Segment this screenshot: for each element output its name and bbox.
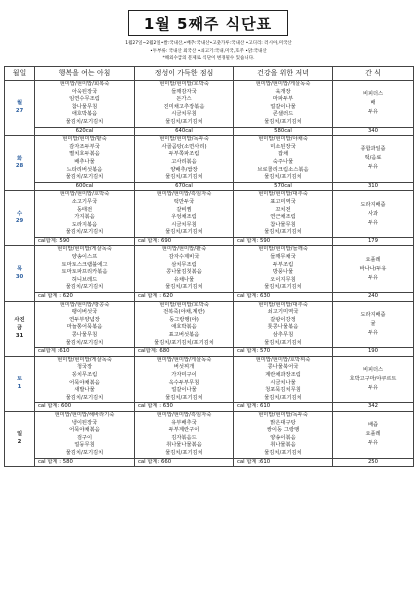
dish-item: 동그랑땡(야) [169, 316, 199, 323]
dish-item: 물김치/포기김치 [65, 229, 104, 236]
dish-item: 동태전 [76, 206, 93, 213]
dish-item: 표고버섯볶음 [168, 332, 200, 338]
dish-item: 얼갈이나물 [270, 103, 296, 110]
day-label-line: 금 [16, 324, 23, 331]
dish-item: 들깨감자국 [171, 88, 197, 95]
dish-item: 감자조두부국 [69, 143, 100, 150]
snack-calorie: 310 [333, 182, 414, 191]
day-row [5, 301, 414, 348]
dish-item: 도라지볶음 [71, 221, 98, 228]
dish-item: 육개장 [275, 88, 291, 95]
dish-item: 양송이볶음 [270, 434, 296, 441]
calorie-total: 570cal [234, 182, 333, 191]
snack-item: 두유 [367, 440, 379, 447]
dish-item: 돈가스 [176, 96, 192, 103]
dish-item: 시금치무침 [171, 111, 197, 118]
calorie-total: cal합계: 680 [135, 348, 234, 357]
snack-item: 도라지배즙 [360, 311, 386, 318]
snack-menu [333, 136, 414, 183]
dish-item: 시금치무침 [171, 221, 197, 228]
dish-item: 쌍이동 그랑땡 [266, 427, 300, 434]
day-label-line: 화 [16, 155, 23, 162]
calorie-row [5, 458, 414, 467]
day-label-line: 수 [16, 210, 23, 217]
calorie-row [5, 182, 414, 191]
day-label [5, 356, 35, 411]
dish-item: 청포묵김치무침 [265, 387, 301, 394]
dish-item: 떡만두국 [173, 198, 195, 205]
calorie-total: cal 합계: 570 [234, 348, 333, 357]
dish-item: 어묵야채볶음 [69, 427, 100, 434]
dish-item: 물김치/포기김치 [264, 284, 302, 291]
calorie-row [5, 403, 414, 412]
dish-item: 갈비찜 [176, 206, 192, 213]
calorie-total: cal 합계 : 620 [135, 293, 234, 302]
snack-item: 두유 [367, 109, 379, 116]
snack-item: 떡/음료 [364, 155, 382, 162]
dish-item: 현미밥/현미밥/호박죽 [159, 301, 209, 308]
snack-item: 종합과일즙 [360, 146, 386, 153]
dish-item: 방풍나물 [272, 269, 294, 276]
dinner-menu [234, 356, 333, 403]
header-snack: 간 식 [333, 67, 414, 81]
dish-item: 연근채조림 [270, 214, 296, 221]
day-row [5, 191, 414, 238]
dish-item: 삼추무침 [272, 332, 294, 338]
dish-item: 물김치/포기김치 [65, 174, 104, 181]
calorie-total: cal 합계: 660 [135, 458, 234, 467]
dish-item: 숙주나물 [272, 158, 294, 165]
snack-menu [333, 356, 414, 403]
dish-item: 현미밥/현미밥/게살녹죽 [255, 81, 311, 87]
dish-item: 물김치/포기김치 [65, 284, 104, 291]
dish-item: 물김치/포기김치 [65, 449, 104, 456]
dinner-menu [234, 136, 333, 183]
breakfast-menu [35, 81, 135, 128]
day-label-line: 29 [15, 218, 24, 225]
snack-item: 요플레 [365, 431, 381, 438]
calorie-row [5, 293, 414, 302]
day-label-line: 토 [16, 376, 23, 383]
dish-item: 취나물나물볶음 [166, 442, 202, 449]
calorie-row [5, 237, 414, 246]
dish-item: 두부조림 [272, 261, 294, 268]
day-label [5, 301, 35, 356]
header-dinner: 건강을 위한 저녁 [234, 67, 333, 81]
dish-item: 어묵야채볶음 [69, 379, 100, 386]
dish-item: 냉이된장국 [71, 419, 98, 426]
dish-item: 콘샐러드 [272, 111, 294, 118]
day-label [5, 136, 35, 191]
dish-item: 사골곰탕(소면사리) [161, 143, 207, 150]
snack-item: 배 [370, 100, 376, 107]
calorie-total: cal합계: 590 [35, 237, 135, 246]
dish-item: 토마토파프리카볶음 [61, 269, 108, 276]
dish-item: 가지볶음 [74, 214, 95, 221]
dish-item: 아욱된장국 [71, 88, 98, 95]
dish-item: 물김치/포기김치 [165, 118, 203, 125]
dish-item: 연두부양념장 [69, 316, 100, 323]
lunch-menu [135, 81, 234, 128]
page-title: 1월 5째주 식단표 [128, 10, 288, 36]
dish-item: 브로콜리크림소스볶음 [257, 166, 309, 173]
dish-item: 검구이 [76, 434, 93, 441]
dish-item: 현미밥/현미밥/팥죽 [161, 246, 207, 253]
dish-item: 꼬치전 [275, 206, 291, 213]
day-row [5, 411, 414, 458]
calorie-total: cal합계 :610 [35, 348, 135, 357]
dish-item: 참나물무침 [71, 103, 98, 110]
dish-item: 콩나물무침 [71, 332, 98, 338]
dish-item: 김자볶음드 [171, 434, 197, 441]
origin-notice [4, 40, 413, 63]
dish-item: 현미밥/현미밥/대추죽 [258, 191, 308, 198]
dish-item: 물김치/포기김치 [264, 449, 302, 456]
dish-item: 옥수두부무침 [168, 379, 200, 386]
dish-item: 삼치무조림 [171, 261, 197, 268]
dish-item: 표고미역국 [270, 198, 296, 205]
dinner-menu [234, 81, 333, 128]
dish-item: 두부쪽파조림 [168, 151, 200, 158]
dish-item: 물김치/포기김치 [165, 174, 203, 181]
day-row [5, 356, 414, 403]
day-label-line: 2 [17, 439, 22, 446]
dish-item: 멸치호두볶음 [69, 151, 100, 158]
dish-item: 현미밥/현미밥/호박찌죽 [255, 356, 311, 363]
snack-item: 비피더스 [362, 91, 384, 98]
snack-calorie: 340 [333, 127, 414, 136]
calorie-row [5, 348, 414, 357]
dish-item: 유채나물 [173, 276, 195, 283]
dish-item: 톳콩나물볶음 [267, 324, 299, 331]
dish-item: 얼둥무침 [74, 442, 95, 449]
breakfast-menu [35, 356, 135, 403]
dish-item: 잡채 [277, 151, 289, 158]
lunch-menu [135, 301, 234, 348]
breakfast-menu [35, 191, 135, 238]
day-label [5, 246, 35, 301]
dish-item: 현미밥/현미밥/팥죽 [62, 136, 107, 143]
dish-item: 현미밥/현미밥/호박죽 [59, 191, 110, 198]
day-label [5, 411, 35, 466]
dish-item: 물김치/포기김치 [264, 339, 302, 346]
snack-item: 호박고구마/야쿠르트 [349, 376, 397, 383]
snack-menu [333, 301, 414, 348]
dish-item: 현미밥/현미밥/야채죽 [258, 136, 308, 143]
dinner-menu [234, 301, 333, 348]
breakfast-menu [35, 136, 135, 183]
dish-item: 토마토스크램블에그 [61, 261, 108, 268]
dish-item: 물김치/포기김치 [65, 394, 104, 401]
day-label-line: 목 [16, 265, 23, 272]
lunch-menu [135, 411, 234, 458]
snack-menu [333, 81, 414, 128]
breakfast-menu [35, 411, 135, 458]
menu-table [4, 66, 414, 467]
dish-item: 물김치/포기김치 [165, 449, 203, 456]
dish-item: 느타리버섯볶음 [66, 166, 103, 173]
dish-item: 양송이스프 [71, 254, 98, 261]
calorie-total: cal 합계: 600 [35, 403, 135, 412]
lunch-menu [135, 246, 234, 293]
calorie-total: cal 합계: 690 [135, 237, 234, 246]
dish-item: 현미밥/현미밥/회복죽 [59, 81, 110, 87]
dish-item: 물김치/포기김치 [165, 284, 203, 291]
dish-item: 현미밥/현미밥/게살녹죽 [156, 356, 212, 363]
dish-item: 현미밥/현미밥/대추죽 [258, 301, 308, 308]
origin-line: *해외수급의 문제로 식단이 변경될수 있습니다. [162, 56, 255, 62]
dish-item: 계란채과장조림 [265, 371, 301, 378]
calorie-total: cal 합계: 610 [234, 403, 333, 412]
snack-menu [333, 191, 414, 238]
dish-item: 애호박볶음 [71, 111, 98, 118]
day-label-line: 27 [15, 108, 24, 115]
dish-item: 마파두부 [272, 96, 294, 103]
snack-calorie: 342 [333, 403, 414, 412]
dish-item: 물김치/포기김치 [264, 394, 302, 401]
dish-item: 콩나물북어국 [267, 364, 299, 371]
snack-item: 사과 [367, 210, 379, 217]
dish-item: 현미밥/현미밥/땅콩죽 [59, 301, 110, 308]
dish-item: 허니브레드 [71, 276, 98, 283]
dish-item: 현미밥/현미밥/호박죽 [159, 81, 209, 87]
day-label [5, 81, 35, 136]
dish-item: 현미밥/현미밥/해바라기죽 [54, 411, 115, 418]
header-date: 월일 [5, 67, 35, 81]
dish-item: 시금치나물 [270, 379, 296, 386]
dish-item: 유부배추국 [171, 419, 197, 426]
dish-item: 버섯찌개 [173, 364, 195, 371]
dish-item: 애호박볶음 [171, 324, 197, 331]
dish-item: 물김치/포기김치 [264, 118, 302, 125]
dish-item: 현미밥/현미밥/녹두죽 [159, 136, 209, 143]
day-label-line: 30 [15, 273, 24, 280]
snack-item: 두유 [367, 164, 379, 171]
calorie-total: cal 합계 : 580 [35, 458, 135, 467]
calorie-total: cal 합계 : 630 [135, 403, 234, 412]
snack-item: 두유 [367, 329, 379, 336]
dish-item: 감자수제비국 [168, 254, 200, 261]
dish-item: 물김치/포기김치 [65, 118, 104, 125]
dish-item: 오이지무침 [270, 276, 296, 283]
dish-item: 물김치/포기김치 [264, 229, 302, 236]
snack-item: 바나나/두유 [359, 265, 387, 272]
calorie-total: 640cal [135, 127, 234, 136]
dish-item: 꽁치무조림 [71, 371, 98, 378]
snack-menu [333, 246, 414, 293]
day-label-line: 사진 [14, 317, 25, 324]
lunch-menu [135, 191, 234, 238]
day-label-line: 31 [15, 332, 24, 339]
dish-item: 임연수무조림 [69, 96, 100, 103]
dish-item: 미소된장국 [270, 143, 296, 150]
snack-item: 두유 [367, 385, 379, 392]
header-lunch: 정성이 가득한 점심 [135, 67, 234, 81]
calorie-total: 670cal [135, 182, 234, 191]
calorie-total: cal 합계 :610 [234, 458, 333, 467]
dish-item: 현미밥/현미밥/게살녹죽 [57, 246, 112, 253]
dish-item: 소고기무국 [71, 198, 98, 205]
calorie-total: 580cal [234, 127, 333, 136]
origin-line: •두부류: 국내산 외국산 •쇠고기:국내,미국,호주 •닭:국내산 [150, 48, 267, 54]
dish-item: 갈팡이강정 [270, 316, 296, 323]
dish-item: 취나물볶음 [270, 442, 296, 449]
breakfast-menu [35, 301, 135, 348]
dish-item: 새발나물 [74, 387, 95, 394]
snack-calorie: 240 [333, 293, 414, 302]
header-row [5, 67, 414, 81]
dish-item: 양배추/쌈장 [170, 166, 198, 173]
day-label-line: 28 [15, 163, 24, 170]
dish-item: 진미채고추장볶음 [163, 103, 205, 110]
dish-item: 현미밥/현미밥/게살녹죽 [57, 356, 112, 363]
dinner-menu [234, 246, 333, 293]
dish-item: 콩나물김칫볶음 [166, 269, 202, 276]
calorie-total: cal 합계: 630 [234, 293, 333, 302]
dish-item: 들깨무채국 [270, 254, 296, 261]
dish-item: 배추나물 [74, 158, 95, 165]
snack-item: 도라지배즙 [360, 201, 386, 208]
dish-item: 참나물무침 [270, 221, 296, 228]
dish-item: 현미밥/현미밥/녹두죽 [258, 411, 308, 418]
dish-item: 고사리볶음 [171, 158, 197, 165]
dish-item: 현미밥/현미밥/흑임자죽 [156, 411, 212, 418]
dish-item: 물김치/포기김치 [264, 174, 302, 181]
calorie-total: cal 합계 : 620 [35, 293, 135, 302]
snack-calorie: 250 [333, 458, 414, 467]
snack-item: 요플레 [365, 256, 381, 263]
origin-line: 1월27일~2월2일•쌀:국내산,•배추:국내산•고춧가루:국내산 •고디리: 러시아,미국산 [125, 41, 292, 46]
dish-item: 물김치/포기김치 [165, 229, 203, 236]
lunch-menu [135, 136, 234, 183]
snack-calorie: 179 [333, 237, 414, 246]
day-label-line: 1 [17, 383, 22, 390]
dish-item: 맑은대구탕 [270, 419, 296, 426]
dish-item: 청국장 [76, 364, 93, 371]
snack-item: 귤 [370, 320, 376, 327]
day-row [5, 136, 414, 183]
day-row [5, 246, 414, 293]
snack-item: 두유 [367, 219, 379, 226]
dish-item: 전복죽(야채,계란) [163, 309, 205, 316]
day-row [5, 81, 414, 128]
dish-item: 물김치/포기김치 [165, 394, 203, 401]
dish-item: 두부계란구이 [168, 427, 200, 434]
dish-item: 팽이버섯국 [71, 309, 98, 316]
dish-item: 현미밥/현미밥/들깨죽 [258, 246, 308, 253]
dish-item: 얼갈이나물 [171, 387, 197, 394]
snack-item: 비피더스 [362, 367, 384, 374]
dish-item: 우엉채조림 [171, 214, 197, 221]
day-label [5, 191, 35, 246]
dish-item: 마늘쫑어묵볶음 [66, 324, 103, 331]
day-label-line: 월 [16, 100, 23, 107]
dish-item: 물김치/포기김치/포기김치 [154, 339, 214, 346]
dish-item: 가자미구이 [171, 371, 197, 378]
dinner-menu [234, 411, 333, 458]
snack-calorie: 190 [333, 348, 414, 357]
calorie-total: cal 합계: 590 [234, 237, 333, 246]
dish-item: 물김치/포기김치 [65, 339, 104, 346]
calorie-total: 620cal [35, 127, 135, 136]
snack-menu [333, 411, 414, 458]
snack-item: 두유 [367, 274, 379, 281]
dish-item: 쇠고기미역국 [267, 309, 299, 316]
dinner-menu [234, 191, 333, 238]
calorie-total: 600cal [35, 182, 135, 191]
lunch-menu [135, 356, 234, 403]
day-label-line: 일 [16, 431, 23, 438]
calorie-row [5, 127, 414, 136]
snack-item: 배즙 [367, 422, 379, 429]
breakfast-menu [35, 246, 135, 293]
header-breakfast: 행복을 여는 아침 [35, 67, 135, 81]
dish-item: 현미밥/현미밥/흑임자죽 [156, 191, 212, 198]
